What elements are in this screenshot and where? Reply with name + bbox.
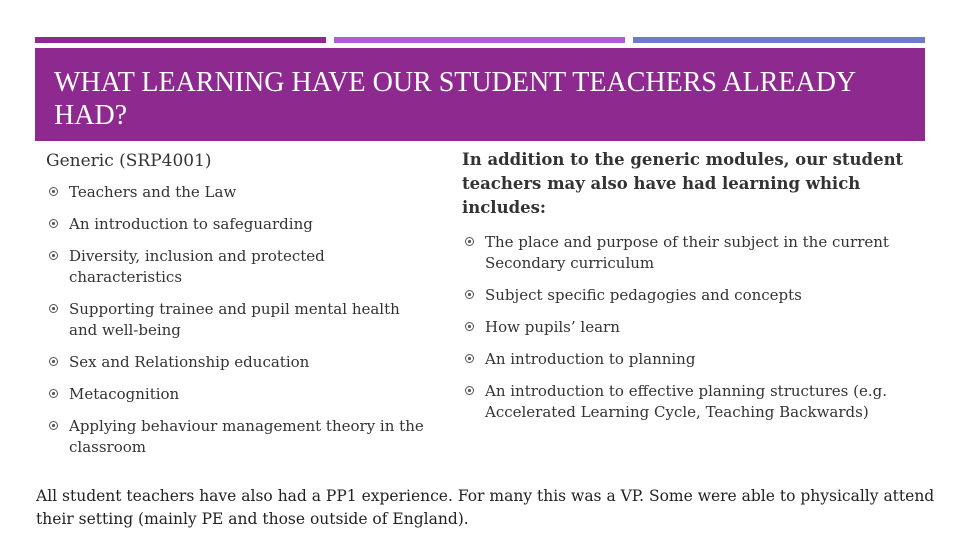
generic-heading: Generic (SRP4001) bbox=[46, 151, 212, 171]
footer-note: All student teachers have also had a PP1 experience. For many this was a VP. Some were able to physically attend their setting (mainly PE and those outside of England). bbox=[36, 487, 935, 528]
list-item bbox=[46, 182, 426, 203]
accent-stripe-1 bbox=[35, 37, 326, 43]
list-item-text: Applying behaviour management theory in the classroom bbox=[69, 417, 424, 456]
circle-bullet-icon bbox=[49, 357, 58, 366]
list-item-text: An introduction to safeguarding bbox=[69, 215, 313, 233]
list-item bbox=[462, 317, 922, 338]
list-item-text: Metacognition bbox=[69, 385, 180, 403]
list-item-text: An introduction to effective planning structures (e.g. Accelerated Learning Cycle, Teaching Backwards) bbox=[485, 382, 887, 421]
circle-bullet-icon bbox=[49, 389, 58, 398]
list-item bbox=[46, 384, 426, 405]
circle-bullet-icon bbox=[465, 237, 474, 246]
circle-bullet-icon bbox=[49, 187, 58, 196]
list-item bbox=[46, 214, 426, 235]
circle-bullet-icon bbox=[465, 322, 474, 331]
list-item-text: Diversity, inclusion and protected characteristics bbox=[69, 247, 325, 286]
circle-bullet-icon bbox=[465, 386, 474, 395]
list-item-text: The place and purpose of their subject in the current Secondary curriculum bbox=[485, 233, 889, 272]
list-item-text: Supporting trainee and pupil mental health and well-being bbox=[69, 300, 400, 339]
additional-learning-column bbox=[462, 148, 922, 434]
accent-stripe-3 bbox=[633, 37, 925, 43]
accent-stripe-2 bbox=[334, 37, 625, 43]
circle-bullet-icon bbox=[49, 219, 58, 228]
additional-heading: In addition to the generic modules, our student teachers may also have had learning which includes: bbox=[462, 150, 904, 217]
list-item bbox=[46, 352, 426, 373]
list-item bbox=[46, 299, 426, 341]
list-item bbox=[462, 349, 922, 370]
circle-bullet-icon bbox=[465, 290, 474, 299]
list-item bbox=[462, 285, 922, 306]
list-item bbox=[46, 416, 426, 458]
title-band bbox=[35, 48, 925, 141]
list-item bbox=[462, 381, 922, 423]
circle-bullet-icon bbox=[49, 421, 58, 430]
additional-list bbox=[462, 232, 922, 423]
list-item-text: Subject specific pedagogies and concepts bbox=[485, 286, 802, 304]
list-item-text: Teachers and the Law bbox=[69, 183, 237, 201]
slide-title: WHAT LEARNING HAVE OUR STUDENT TEACHERS ALREADY HAD? bbox=[54, 67, 856, 131]
list-item-text: How pupils’ learn bbox=[485, 318, 620, 336]
generic-list bbox=[46, 182, 426, 458]
list-item bbox=[46, 246, 426, 288]
list-item bbox=[462, 232, 922, 274]
list-item-text: Sex and Relationship education bbox=[69, 353, 310, 371]
list-item-text: An introduction to planning bbox=[485, 350, 696, 368]
circle-bullet-icon bbox=[465, 354, 474, 363]
generic-modules-column bbox=[46, 150, 426, 469]
circle-bullet-icon bbox=[49, 251, 58, 260]
circle-bullet-icon bbox=[49, 304, 58, 313]
